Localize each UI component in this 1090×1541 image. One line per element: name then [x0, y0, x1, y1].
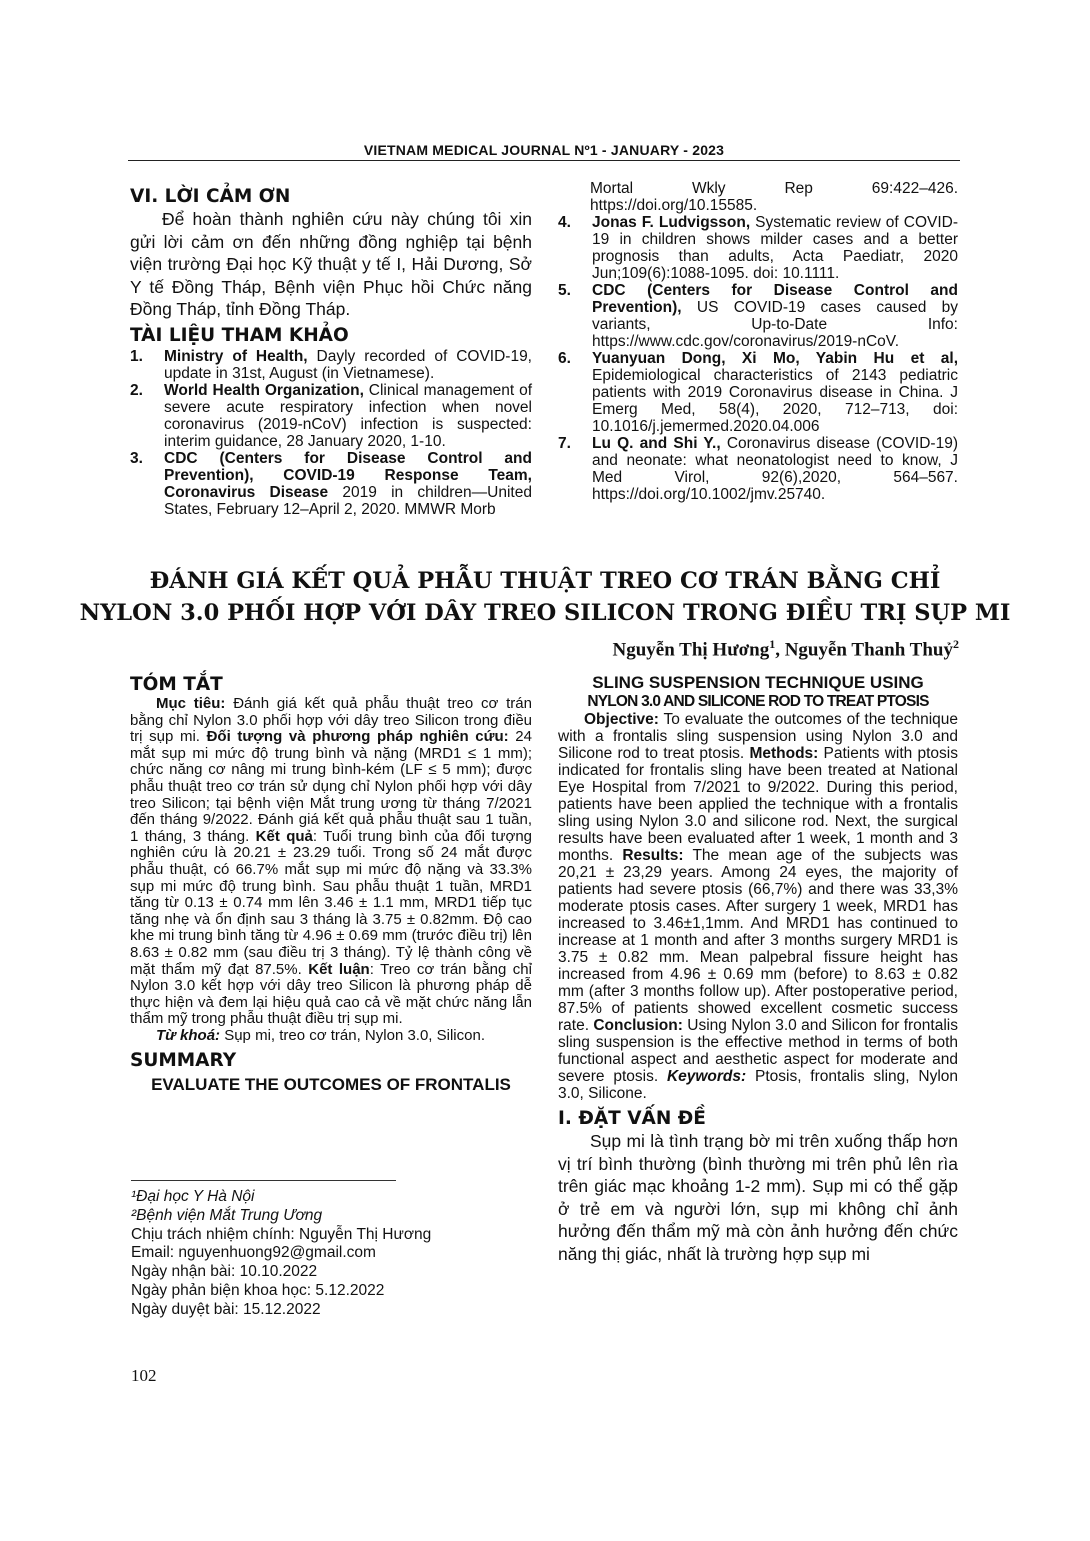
- reference-item: 3. CDC (Centers for Disease Control and Prevention), COVID-19 Response Team, Coronavirus Disease 2019 in children—United States, February 12–April 2, 2020. MMWR Morb: [130, 450, 532, 518]
- english-title-line-1: EVALUATE THE OUTCOMES OF FRONTALIS: [151, 1075, 511, 1095]
- acknowledgement-section: [130, 186, 532, 321]
- article-title-line-2: NYLON 3.0 PHỐI HỢP VỚI DÂY TREO SILICON TRONG ĐIỀU TRỊ SỤP MI: [79, 600, 1011, 626]
- affiliation-2: ²Bệnh viện Mắt Trung Ương: [131, 1206, 323, 1224]
- abstract-vi-section: [130, 674, 532, 1095]
- abstract-en-section: [558, 673, 958, 1265]
- references-list-left: [130, 348, 532, 518]
- date-reviewed: Ngày phản biện khoa học: 5.12.2022: [131, 1281, 385, 1299]
- reference-item: 6. Yuanyuan Dong, Xi Mo, Yabin Hu et al, Epidemiological characteristics of 2143 pediatric patients with 2019 Coronavirus disease in China. J Emerg Med, 58(4), 2020, 712–713, doi: 10.1016/j.jemermed.2020.04.006: [558, 350, 958, 435]
- affiliation-1: ¹Đại học Y Hà Nội: [131, 1188, 255, 1205]
- english-title-line-2: SLING SUSPENSION TECHNIQUE USING: [592, 673, 924, 692]
- references-list-right: [558, 180, 958, 503]
- article-title-line-1: ĐÁNH GIÁ KẾT QUẢ PHẪU THUẬT TREO CƠ TRÁN BẰNG CHỈ: [149, 568, 941, 594]
- ack-text: Để hoàn thành nghiên cứu này chúng tôi xin gửi lời cảm ơn đến những đồng nghiệp tại bệnh viện trường Đại học Kỹ thuật y tế I, Hải Dương, Sở Y tế Đồng Tháp, Bệnh viện Phục hồi Chức năng Đồng Tháp, tỉnh Đồng Tháp.: [130, 209, 532, 319]
- abstract-vi-heading: TÓM TẮT: [130, 674, 223, 695]
- intro-text: Sụp mi là tình trạng bờ mi trên xuống thấp hơn vị trí bình thường (bình thường mi trên phủ lên rìa trên giác mạc khoảng 1-2 mm). Sụp mi có thể gặp ở trẻ em và người lớn, sụp mi không chỉ ảnh hưởng đến thẩm mỹ mà còn ảnh hưởng đến chức năng thị giác, nhất là trường hợp sụp mi: [558, 1131, 958, 1264]
- reference-item: 4. Jonas F. Ludvigsson, Systematic review of COVID-19 in children shows milder cases and a better prognosis than adults, Acta Paediatr, 2020 Jun;109(6):1088-1095. doi: 10.1111.: [558, 214, 958, 282]
- reference-item: 1. Ministry of Health, Dayly recorded of COVID-19, update in 31st, August (in Vietnamese).: [130, 348, 532, 382]
- journal-header: VIETNAM MEDICAL JOURNAL Nº1 - JANUARY - 2023: [363, 142, 725, 158]
- references-section: [130, 325, 532, 518]
- reference-continuation: Mortal Wkly Rep 69:422–426. https://doi.org/10.15585.: [590, 180, 958, 214]
- reference-item: 5. CDC (Centers for Disease Control and Prevention), US COVID-19 cases caused by variants, Up-to-Date Info: https://www.cdc.gov/coronavirus/2019-nCoV.: [558, 282, 958, 350]
- author-name: Nguyễn Thanh Thuỷ: [784, 639, 953, 661]
- article-authors: Nguyễn Thị Hương$^1$, Nguyễn Thanh Thuỷ$^2$: [612, 637, 959, 661]
- header-rule: [128, 160, 960, 161]
- page-number: 102: [131, 1366, 157, 1385]
- abstract-vi-text: Mục tiêu: Đánh giá kết quả phẫu thuật treo cơ trán bằng chỉ Nylon 3.0 phối hợp với dây treo Silicon trong điều trị sụp mi. Đối tượng và phương pháp nghiên cứu: 24 mắt sụp mi mức độ trung bình và nặng (MRD1 ≤ 1 mm); chức năng cơ nâng mi trung bình-kém (LF ≤ 5 mm); được phẫu thuật treo cơ trán sử dụng chỉ Nylon phối hợp với dây treo Silicon; tại bệnh viện Mắt trung ương từ tháng 7/2021 đến tháng 9/2022. Đánh giá kết quả phẫu thuật sau 1 tuần, 1 tháng, 3 tháng. Kết quả: Tuổi trung bình của đối tượng nghiên cứu là 20.21 ± 23.29 tuổi. Trong số 24 mắt được phẫu thuật, có 66.7% mắt sụp mi mức độ nặng và 33.3% sụp mi mức độ trung bình. Sau phẫu thuật 1 tuần, MRD1 tăng từ 0.13 ± 0.74 mm lên 3.46 ± 1.1 mm, MRD1 tiếp tục tăng nhẹ và ổn định sau 3 tháng là 3.75 ± 0.82mm. Độ cao khe mi trung bình tăng từ 4.96 ± 0.69 mm (trước điều trị) lên 8.63 ± 0.82 mm (sau điều trị 3 tháng). Tỷ lệ thành công về mặt thẩm mỹ đạt 87.5%. Kết luận: Treo cơ trán bằng chỉ Nylon 3.0 kết hợp với dây treo Silicon là phương pháp dễ thực hiện và đem lại hiệu quả cao cả về mặt chức năng lẫn thẩm mỹ trong phẫu thuật điều trị sụp mi. Từ khoá: Sụp mi, treo cơ trán, Nylon 3.0, Silicon.: [130, 695, 533, 1044]
- email: Email: nguyenhuong92@gmail.com: [131, 1244, 376, 1262]
- intro-heading: I. ĐẶT VẤN ĐỀ: [558, 1108, 706, 1129]
- article-title: [60, 565, 1030, 629]
- abstract-en-text: Objective: To evaluate the outcomes of the technique with a frontalis sling suspension using Nylon 3.0 and Silicone rod to treat ptosis. Methods: Patients with ptosis indicated for frontalis sling have been treated at National Eye Hospital from 7/2021 to 9/2022. During this period, patients have been applied the technique with a frontalis sling using Nylon 3.0 and silicone rod. Next, the surgical results have been evaluated after 1 week, 1 month and 3 months. Results: The mean age of the subjects was 20,21 ± 23,29 years. Among 24 eyes, the majority of patients had severe ptosis (66,7%) and there was 33,3% moderate ptosis cases. After surgery 1 week, MRD1 has increased to 3.46±1,1mm. And MRD1 has continued to increase at 1 month and after 3 months surgery MRD1 is 3.75 ± 0.82 mm. Mean palpebral fissure height has increased from 4.96 ± 0.69 mm (before) to 8.63 ± 0.82 mm (after 3 months follow up). After postoperative period, 87.5% of patients showed excellent cosmetic success rate. Conclusion: Using Nylon 3.0 and Silicon for frontalis sling suspension is the effective method in terms of both functional aspect and aesthetic aspect for moderate and severe ptosis. Keywords: Ptosis, frontalis sling, Nylon 3.0, Silicone.: [558, 711, 959, 1102]
- corresponding-author: Chịu trách nhiệm chính: Nguyễn Thị Hương: [131, 1225, 432, 1243]
- reference-item: 2. World Health Organization, Clinical management of severe acute respiratory infection when novel coronavirus (2019-nCoV) infection is suspected: interim guidance, 28 January 2020, 1-10.: [130, 382, 532, 450]
- footnote-rule: [131, 1180, 396, 1181]
- author-name: Nguyễn Thị Hương: [612, 639, 770, 661]
- reference-item: 7. Lu Q. and Shi Y., Coronavirus disease (COVID-19) and neonate: what neonatologist need to know, J Med Virol, 92(6),2020, 564–567. https://doi.org/10.1002/jmv.25740.: [558, 435, 958, 503]
- footnotes: [131, 1188, 431, 1320]
- english-title-line-3: NYLON 3.0 AND SILICONE ROD TO TREAT PTOSIS: [587, 693, 929, 710]
- refs-heading: TÀI LIỆU THAM KHẢO: [130, 325, 349, 346]
- date-received: Ngày nhận bài: 10.10.2022: [131, 1263, 318, 1281]
- ack-heading: VI. LỜI CẢM ƠN: [130, 186, 291, 207]
- summary-heading: SUMMARY: [130, 1050, 237, 1072]
- date-accepted: Ngày duyệt bài: 15.12.2022: [131, 1300, 321, 1318]
